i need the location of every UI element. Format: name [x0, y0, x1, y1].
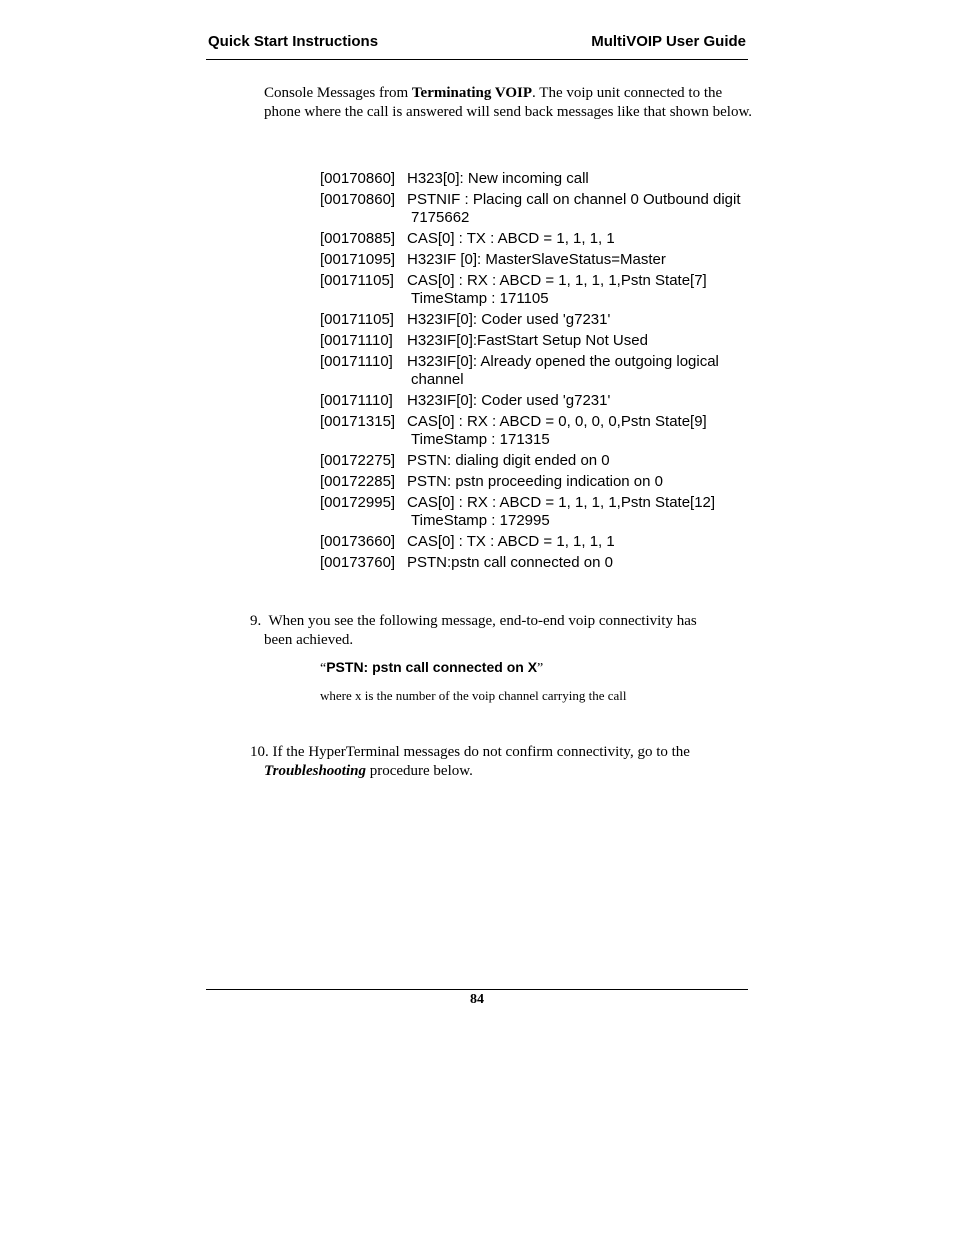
log-message: CAS[0] : TX : ABCD = 1, 1, 1, 1 — [407, 533, 615, 550]
log-entry — [320, 332, 750, 350]
connected-message-quote — [320, 659, 543, 677]
step-10-number: 10. — [250, 744, 269, 760]
intro-prefix: Console Messages from — [264, 85, 412, 101]
step-10-line1: If the HyperTerminal messages do not confirm connectivity, go to the — [272, 744, 690, 760]
log-message: CAS[0] : RX : ABCD = 0, 0, 0, 0,Pstn State[9] TimeStamp : 171315 — [407, 413, 707, 448]
log-message: PSTNIF : Placing call on channel 0 Outbound digit 7175662 — [407, 191, 741, 226]
log-message: H323IF[0]:FastStart Setup Not Used — [407, 332, 648, 349]
step-9-line2: been achieved. — [264, 632, 354, 648]
page-number: 84 — [470, 992, 484, 1007]
log-message: PSTN: dialing digit ended on 0 — [407, 452, 610, 469]
log-entry — [320, 413, 750, 449]
step-9 — [250, 612, 740, 650]
log-timestamp: [00171105] — [320, 311, 394, 328]
log-timestamp: [00171110] — [320, 392, 393, 409]
log-message: H323IF[0]: Already opened the outgoing logical channel — [407, 353, 719, 388]
log-timestamp: [00172275] — [320, 452, 396, 469]
log-entry — [320, 533, 750, 551]
log-entry — [320, 311, 750, 329]
header-section-title: Quick Start Instructions — [208, 33, 379, 50]
log-message: PSTN:pstn call connected on 0 — [407, 554, 613, 571]
log-message: H323IF[0]: Coder used 'g7231' — [407, 311, 611, 328]
log-message: H323IF[0]: Coder used 'g7231' — [407, 392, 611, 409]
step-9-line1: When you see the following message, end-to-end voip connectivity has — [268, 613, 697, 629]
intro-suffix: . The voip unit connected to the phone where the call is answered will send back messages like that shown below. — [264, 85, 753, 120]
log-timestamp: [00172285] — [320, 473, 396, 490]
log-timestamp: [00173660] — [320, 533, 396, 550]
log-timestamp: [00172995] — [320, 494, 396, 511]
log-entry — [320, 473, 750, 491]
intro-bold-term: Terminating VOIP — [411, 85, 533, 101]
log-timestamp: [00173760] — [320, 554, 396, 571]
log-message: H323IF [0]: MasterSlaveStatus=Master — [407, 251, 666, 268]
log-entry — [320, 191, 750, 227]
log-message: PSTN: pstn proceeding indication on 0 — [407, 473, 663, 490]
log-timestamp: [00171110] — [320, 332, 393, 349]
quote-close: ” — [537, 661, 544, 676]
troubleshooting-link-text: Troubleshooting — [264, 763, 366, 779]
quote-text: PSTN: pstn call connected on X — [326, 659, 538, 675]
log-timestamp: [00171315] — [320, 413, 396, 430]
log-entry — [320, 251, 750, 269]
log-message: CAS[0] : RX : ABCD = 1, 1, 1, 1,Pstn State[12] TimeStamp : 172995 — [407, 494, 716, 529]
console-log — [320, 170, 750, 575]
log-timestamp: [00170860] — [320, 191, 396, 208]
log-message: CAS[0] : RX : ABCD = 1, 1, 1, 1,Pstn State[7] TimeStamp : 171105 — [407, 272, 707, 307]
log-message: H323[0]: New incoming call — [407, 170, 589, 187]
log-entry — [320, 353, 750, 389]
header-guide-title: MultiVOIP User Guide — [591, 33, 746, 50]
log-timestamp: [00171110] — [320, 353, 393, 370]
log-entry — [320, 170, 750, 188]
log-message: CAS[0] : TX : ABCD = 1, 1, 1, 1 — [407, 230, 615, 247]
page-header — [206, 33, 748, 60]
footer-rule — [206, 989, 748, 990]
step-10-line2: procedure below. — [365, 763, 473, 779]
log-entry — [320, 452, 750, 470]
step-9-number: 9. — [250, 613, 262, 629]
step-10 — [250, 743, 740, 781]
log-entry — [320, 272, 750, 308]
log-timestamp: [00171105] — [320, 272, 394, 289]
log-entry — [320, 494, 750, 530]
log-entry — [320, 230, 750, 248]
log-entry — [320, 392, 750, 410]
log-timestamp: [00170860] — [320, 170, 396, 187]
channel-note: where x is the number of the voip channel carrying the call — [320, 688, 627, 703]
quote-open: “ — [320, 661, 327, 676]
intro-paragraph — [264, 84, 754, 122]
log-timestamp: [00170885] — [320, 230, 396, 247]
log-entry — [320, 554, 750, 572]
log-timestamp: [00171095] — [320, 251, 396, 268]
